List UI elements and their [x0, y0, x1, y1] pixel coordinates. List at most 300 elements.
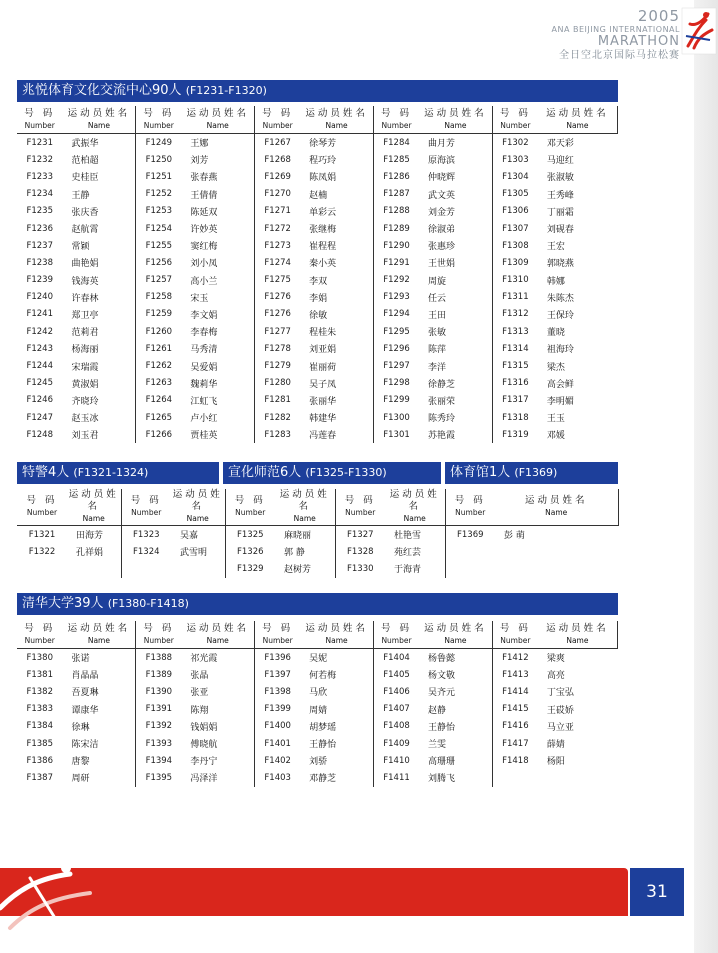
athlete-name: 冯莲春 — [300, 426, 373, 443]
bib-number: F1418 — [502, 755, 529, 766]
bib-number: F1412 — [502, 652, 529, 663]
athlete-name: 吴子凤 — [300, 375, 373, 392]
bib-number: F1325 — [236, 529, 264, 540]
number-header: 号 码 Number — [335, 489, 385, 526]
number-header: 号 码 Number — [17, 621, 62, 649]
name-header: 运动员姓名 Name — [67, 489, 121, 526]
athlete-name: 宋瑞霞 — [62, 357, 135, 374]
bib-number: F1398 — [264, 686, 291, 697]
table-row — [17, 701, 618, 718]
athlete-name — [67, 560, 121, 577]
name-header: 运动员姓名 Name — [275, 489, 335, 526]
bib-number: F1265 — [145, 412, 173, 423]
name-header: 运动员姓名 Name — [300, 621, 373, 649]
bib-number: F1242 — [26, 326, 53, 337]
bib-number: F1324 — [132, 546, 160, 557]
bib-number — [492, 769, 537, 786]
bib-number: F1269 — [264, 171, 291, 182]
bib-number: F1387 — [26, 772, 53, 783]
bib-number: F1396 — [264, 652, 291, 663]
bib-number: F1261 — [145, 343, 173, 354]
number-header: 号 码 Number — [255, 106, 300, 134]
section-bar-xuanhua — [223, 462, 441, 484]
bib-number: F1417 — [502, 738, 529, 749]
bib-number: F1392 — [145, 721, 173, 732]
bib-number: F1290 — [383, 240, 410, 251]
athlete-name: 原海滨 — [419, 151, 492, 168]
athlete-name: 刘砚春 — [546, 225, 574, 236]
athlete-name — [171, 560, 225, 577]
athlete-name: 冯泽洋 — [181, 769, 254, 786]
bib-number: F1297 — [383, 361, 410, 372]
bib-number: F1237 — [26, 240, 53, 251]
table-row — [17, 543, 618, 560]
athlete-name: 赵树芳 — [275, 560, 335, 577]
number-header: 号 码 Number — [136, 106, 181, 134]
bib-number: F1407 — [383, 704, 410, 715]
table-row — [17, 289, 618, 306]
bib-number: F1310 — [502, 275, 529, 286]
athlete-name: 杨鲁懿 — [419, 649, 492, 667]
athlete-name: 于海青 — [385, 560, 445, 577]
bib-number: F1302 — [502, 137, 529, 148]
bib-number: F1308 — [502, 240, 529, 251]
section-title: 体育馆1人 — [450, 465, 511, 480]
bib-number: F1330 — [346, 563, 374, 574]
bib-number: F1386 — [26, 755, 53, 766]
athlete-name: 邓媛 — [546, 431, 565, 442]
table-row — [17, 769, 618, 786]
bib-number: F1369 — [456, 529, 484, 540]
athlete-name: 张惠珍 — [419, 237, 492, 254]
athlete-name: 贾桂英 — [181, 426, 254, 443]
bib-number: F1262 — [145, 361, 173, 372]
bib-number: F1309 — [502, 257, 529, 268]
section-bar-zhaoyue — [17, 80, 618, 102]
bib-number — [121, 560, 171, 577]
athlete-name: 刘腾飞 — [419, 769, 492, 786]
bib-number: F1296 — [383, 343, 410, 354]
athlete-name: 陈翔 — [181, 701, 254, 718]
athlete-name: 郑卫亭 — [62, 306, 135, 323]
bib-number: F1323 — [132, 529, 160, 540]
table-row — [17, 220, 618, 237]
section-title: 兆悦体育文化交流中心90人 — [22, 83, 182, 98]
athlete-name: 马欣 — [300, 683, 373, 700]
bib-number: F1313 — [502, 326, 529, 337]
bib-number: F1234 — [26, 189, 53, 200]
bib-number: F1400 — [264, 721, 291, 732]
bib-number: F1270 — [264, 189, 291, 200]
athlete-name: 朱陈杰 — [546, 293, 574, 304]
bib-number: F1293 — [383, 292, 410, 303]
athlete-name: 秦小英 — [300, 254, 373, 271]
number-header: 号 码 Number — [17, 489, 67, 526]
logo-line2: MARATHON — [597, 34, 680, 49]
athlete-name: 马迎红 — [546, 156, 574, 167]
bib-number: F1257 — [145, 275, 173, 286]
bib-number: F1317 — [502, 395, 529, 406]
athlete-name: 祁光霞 — [181, 649, 254, 667]
athlete-name: 高小兰 — [181, 272, 254, 289]
table-row — [17, 526, 618, 544]
bib-number: F1238 — [26, 257, 53, 268]
table-row — [17, 306, 618, 323]
name-header: 运动员姓名 Name — [300, 106, 373, 134]
name-header: 运动员姓名 Name — [385, 489, 445, 526]
athlete-name: 曲艳娟 — [62, 254, 135, 271]
athlete-name: 李洋 — [419, 357, 492, 374]
athlete-name: 单彩云 — [300, 203, 373, 220]
athlete-name: 程桂朱 — [300, 323, 373, 340]
athlete-name: 田海芳 — [67, 526, 121, 544]
bib-number: F1267 — [264, 137, 291, 148]
athlete-name: 魏莉华 — [181, 375, 254, 392]
bib-number: F1404 — [383, 652, 410, 663]
bib-number: F1254 — [145, 223, 173, 234]
bib-number: F1247 — [26, 412, 53, 423]
athlete-name: 李春梅 — [181, 323, 254, 340]
bib-number: F1273 — [264, 240, 291, 251]
athlete-name: 陈秀玲 — [419, 409, 492, 426]
athlete-name: 刘玉君 — [62, 426, 135, 443]
name-header: 运动员姓名 Name — [419, 106, 492, 134]
athlete-name: 范柏超 — [62, 151, 135, 168]
athlete-name: 杨阳 — [546, 757, 565, 768]
athlete-name: 钱海英 — [62, 272, 135, 289]
logo-year: 2005 — [637, 7, 680, 25]
bib-number: F1291 — [383, 257, 410, 268]
athlete-name: 胡梦瑶 — [300, 718, 373, 735]
bib-number: F1240 — [26, 292, 53, 303]
bib-number: F1414 — [502, 686, 529, 697]
table-row — [17, 666, 618, 683]
athlete-name: 刘芳 — [181, 151, 254, 168]
roster-table-small-groups — [17, 489, 619, 578]
bib-number: F1326 — [236, 546, 264, 557]
athlete-name: 王玉 — [546, 414, 565, 425]
athlete-name: 杨海丽 — [62, 340, 135, 357]
athlete-name: 吾夏琳 — [62, 683, 135, 700]
athlete-name: 杨文敬 — [419, 666, 492, 683]
table-row — [17, 323, 618, 340]
number-header: 号 码 Number — [225, 489, 275, 526]
athlete-name: 孔祥娟 — [67, 543, 121, 560]
bib-number: F1233 — [26, 171, 53, 182]
bib-number: F1285 — [383, 154, 410, 165]
logo-line1: ANA BEIJING INTERNATIONAL — [551, 25, 680, 34]
bib-number: F1284 — [383, 137, 410, 148]
bib-number: F1268 — [264, 154, 291, 165]
section-range: (F1231-F1320) — [185, 84, 267, 97]
section-bar-tiyuguan — [445, 462, 618, 484]
athlete-name: 仲晓辉 — [419, 168, 492, 185]
number-header: 号 码 Number — [374, 106, 419, 134]
section-bar-tejing — [17, 462, 219, 484]
athlete-name: 韩娜 — [546, 276, 565, 287]
athlete-name: 王娜 — [181, 134, 254, 152]
bib-number — [17, 560, 67, 577]
table-row — [17, 375, 618, 392]
athlete-name: 周旋 — [419, 272, 492, 289]
athlete-name: 高亮 — [546, 671, 565, 682]
bib-number: F1279 — [264, 361, 291, 372]
athlete-name: 吴嘉 — [171, 526, 225, 544]
bib-number: F1390 — [145, 686, 173, 697]
bib-number: F1248 — [26, 429, 53, 440]
athlete-name: 王静 — [62, 186, 135, 203]
name-header: 运动员姓名 Name — [495, 489, 618, 526]
bib-number: F1255 — [145, 240, 173, 251]
bib-number: F1303 — [502, 154, 529, 165]
bib-number: F1402 — [264, 755, 291, 766]
bib-number: F1394 — [145, 755, 173, 766]
athlete-name: 兰雯 — [419, 735, 492, 752]
bib-number: F1305 — [502, 189, 529, 200]
bib-number: F1244 — [26, 361, 53, 372]
athlete-name: 崔程程 — [300, 237, 373, 254]
table-row — [17, 203, 618, 220]
bib-number: F1295 — [383, 326, 410, 337]
athlete-name: 刘金芳 — [419, 203, 492, 220]
athlete-name: 谭康华 — [62, 701, 135, 718]
bib-number: F1251 — [145, 171, 173, 182]
athlete-name: 齐晓玲 — [62, 392, 135, 409]
bib-number: F1236 — [26, 223, 53, 234]
bib-number: F1250 — [145, 154, 173, 165]
athlete-name: 李文娟 — [181, 306, 254, 323]
athlete-name: 赵航霄 — [62, 220, 135, 237]
bib-number: F1287 — [383, 189, 410, 200]
athlete-name: 吴妮 — [300, 649, 373, 667]
bib-number: F1280 — [264, 378, 291, 389]
number-header: 号 码 Number — [445, 489, 495, 526]
athlete-name: 武振华 — [62, 134, 135, 152]
athlete-name: 刘小凤 — [181, 254, 254, 271]
name-header: 运动员姓名 Name — [181, 621, 254, 649]
bib-number: F1315 — [502, 361, 529, 372]
name-header: 运动员姓名 Name — [62, 106, 135, 134]
athlete-name: 李双 — [300, 272, 373, 289]
bib-number: F1288 — [383, 206, 410, 217]
athlete-name: 郭晓燕 — [546, 259, 574, 270]
athlete-name: 苏艳霞 — [419, 426, 492, 443]
athlete-name: 王世娟 — [419, 254, 492, 271]
section-title: 清华大学39人 — [22, 596, 104, 611]
athlete-name: 丁宝弘 — [546, 688, 574, 699]
table-row — [17, 735, 618, 752]
athlete-name: 王田 — [419, 306, 492, 323]
bib-number: F1260 — [145, 326, 173, 337]
athlete-name: 王秀峰 — [546, 190, 574, 201]
athlete-name: 徐淑弟 — [419, 220, 492, 237]
bib-number: F1316 — [502, 378, 529, 389]
table-row — [17, 237, 618, 254]
bib-number — [445, 560, 495, 577]
name-header: 运动员姓名 Name — [538, 621, 618, 649]
athlete-name: 高会鲜 — [546, 379, 574, 390]
bib-number: F1276 — [264, 292, 291, 303]
athlete-name: 徐敏 — [300, 306, 373, 323]
bib-number: F1243 — [26, 343, 53, 354]
bib-number: F1278 — [264, 343, 291, 354]
bib-number: F1409 — [383, 738, 410, 749]
athlete-name: 刘骄 — [300, 752, 373, 769]
athlete-name: 陈延双 — [181, 203, 254, 220]
bib-number: F1258 — [145, 292, 173, 303]
bib-number: F1281 — [264, 395, 291, 406]
bib-number: F1385 — [26, 738, 53, 749]
number-header: 号 码 Number — [121, 489, 171, 526]
number-header: 号 码 Number — [492, 621, 537, 649]
athlete-name: 张春燕 — [181, 168, 254, 185]
number-header: 号 码 Number — [136, 621, 181, 649]
athlete-name: 陈萍 — [419, 340, 492, 357]
bib-number: F1239 — [26, 275, 53, 286]
bib-number: F1264 — [145, 395, 173, 406]
bib-number: F1405 — [383, 669, 410, 680]
athlete-name: 张亚 — [181, 683, 254, 700]
athlete-name: 何若梅 — [300, 666, 373, 683]
table-row — [17, 752, 618, 769]
athlete-name: 刘亚娟 — [300, 340, 373, 357]
bib-number: F1274 — [264, 257, 291, 268]
athlete-name: 许春林 — [62, 289, 135, 306]
bib-number: F1380 — [26, 652, 53, 663]
table-row — [17, 134, 618, 152]
logo-line3: 全日空北京国际马拉松赛 — [559, 50, 680, 61]
bib-number: F1416 — [502, 721, 529, 732]
athlete-name: 吴爱娟 — [181, 357, 254, 374]
bib-number: F1289 — [383, 223, 410, 234]
athlete-name: 窦红梅 — [181, 237, 254, 254]
athlete-name — [495, 560, 618, 577]
athlete-name: 李明媚 — [546, 396, 574, 407]
athlete-name: 高珊珊 — [419, 752, 492, 769]
bib-number: F1275 — [264, 275, 291, 286]
athlete-name: 马秀清 — [181, 340, 254, 357]
runner-swoosh-icon — [0, 838, 120, 933]
section-range: (F1325-F1330) — [305, 466, 387, 479]
bib-number: F1298 — [383, 378, 410, 389]
athlete-name: 钱娟娟 — [181, 718, 254, 735]
bib-number: F1389 — [145, 669, 173, 680]
bib-number: F1397 — [264, 669, 291, 680]
athlete-name: 王静怡 — [419, 718, 492, 735]
section-range: (F1321-1324) — [73, 466, 149, 479]
bib-number: F1311 — [502, 292, 529, 303]
bib-number: F1321 — [28, 529, 56, 540]
athlete-name: 宋玉 — [181, 289, 254, 306]
table-row — [17, 560, 618, 577]
bib-number: F1383 — [26, 704, 53, 715]
section-title: 特警4人 — [22, 465, 70, 480]
bib-number: F1408 — [383, 721, 410, 732]
athlete-name: 周研 — [62, 769, 135, 786]
bib-number — [445, 543, 495, 560]
bib-number: F1277 — [264, 326, 291, 337]
bib-number: F1306 — [502, 206, 529, 217]
number-header: 号 码 Number — [374, 621, 419, 649]
athlete-name: 王宏 — [546, 242, 565, 253]
athlete-name: 张淑敏 — [546, 173, 574, 184]
athlete-name: 张继梅 — [300, 220, 373, 237]
athlete-name — [495, 543, 618, 560]
bib-number: F1318 — [502, 412, 529, 423]
athlete-name: 唐黎 — [62, 752, 135, 769]
bib-number: F1307 — [502, 223, 529, 234]
athlete-name — [538, 769, 618, 786]
athlete-name: 马立亚 — [546, 722, 574, 733]
table-row — [17, 151, 618, 168]
athlete-name: 梁杰 — [546, 362, 565, 373]
athlete-name: 赵楠 — [300, 186, 373, 203]
athlete-name: 徐静芝 — [419, 375, 492, 392]
athlete-name: 张诺 — [62, 649, 135, 667]
bib-number: F1304 — [502, 171, 529, 182]
athlete-name: 徐琴芳 — [300, 134, 373, 152]
athlete-name: 丁丽霜 — [546, 207, 574, 218]
athlete-name: 史桂臣 — [62, 168, 135, 185]
bib-number: F1393 — [145, 738, 173, 749]
bib-number: F1235 — [26, 206, 53, 217]
athlete-name: 杜艳雪 — [385, 526, 445, 544]
athlete-name: 张庆香 — [62, 203, 135, 220]
athlete-name: 李丹宁 — [181, 752, 254, 769]
athlete-name: 曲月芳 — [419, 134, 492, 152]
number-header: 号 码 Number — [17, 106, 62, 134]
bib-number: F1406 — [383, 686, 410, 697]
athlete-name: 董晓 — [546, 328, 565, 339]
athlete-name: 范莉君 — [62, 323, 135, 340]
bib-number: F1401 — [264, 738, 291, 749]
table-row — [17, 392, 618, 409]
athlete-name: 陈宋洁 — [62, 735, 135, 752]
bib-number: F1395 — [145, 772, 173, 783]
athlete-name: 邓天彩 — [546, 139, 574, 150]
athlete-name: 周婧 — [300, 701, 373, 718]
athlete-name: 苑红芸 — [385, 543, 445, 560]
bib-number: F1384 — [26, 721, 53, 732]
section-range: (F1380-F1418) — [107, 597, 189, 610]
bib-number: F1391 — [145, 704, 173, 715]
bib-number: F1231 — [26, 137, 53, 148]
athlete-name: 陈凤娟 — [300, 168, 373, 185]
roster-table-zhaoyue — [17, 106, 618, 443]
bib-number: F1259 — [145, 309, 173, 320]
table-row — [17, 186, 618, 203]
athlete-name: 王砹娇 — [546, 705, 574, 716]
athlete-name: 赵静 — [419, 701, 492, 718]
bib-number: F1300 — [383, 412, 410, 423]
athlete-name: 崔丽荷 — [300, 357, 373, 374]
athlete-name: 王保玲 — [546, 310, 574, 321]
bib-number: F1286 — [383, 171, 410, 182]
section-bar-tsinghua — [17, 593, 618, 615]
bib-number: F1276 — [264, 309, 291, 320]
bib-number: F1292 — [383, 275, 410, 286]
athlete-name: 张晶 — [181, 666, 254, 683]
bib-number: F1328 — [346, 546, 374, 557]
bib-number: F1263 — [145, 378, 173, 389]
bib-number: F1381 — [26, 669, 53, 680]
bib-number: F1322 — [28, 546, 56, 557]
bib-number: F1319 — [502, 429, 529, 440]
athlete-name: 王静怡 — [300, 735, 373, 752]
page-edge — [694, 0, 718, 953]
bib-number: F1245 — [26, 378, 53, 389]
bib-number: F1312 — [502, 309, 529, 320]
